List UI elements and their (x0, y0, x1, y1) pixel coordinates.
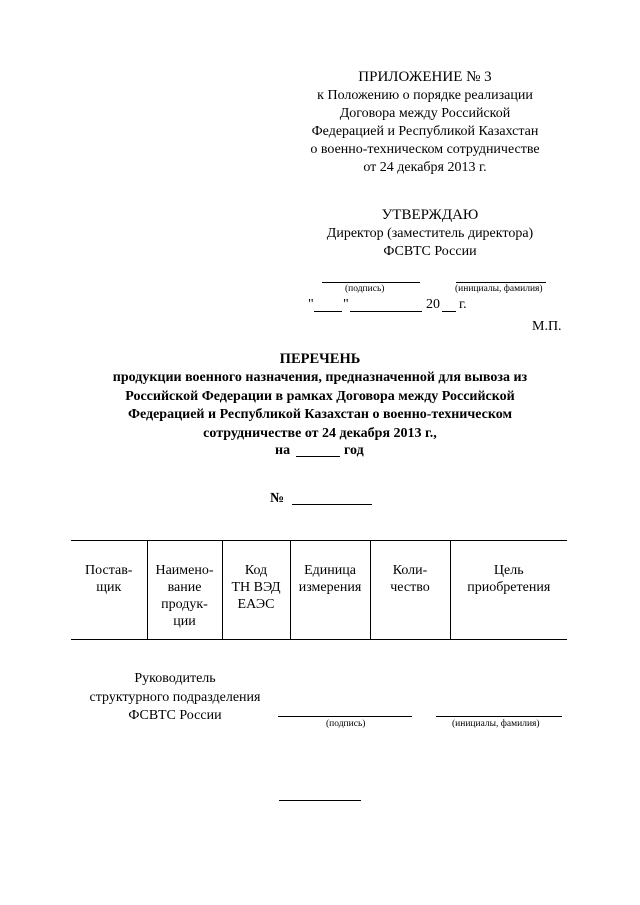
date-year-suffix: г. (459, 297, 467, 312)
number-sign: № (270, 491, 285, 506)
footer-initials-caption: (инициалы, фамилия) (452, 719, 540, 729)
appendix-line: Федерацией и Республикой Казахстан (311, 124, 539, 139)
column-product-name (147, 541, 222, 640)
header-text: ции (173, 614, 196, 629)
date-year-line (442, 311, 456, 312)
number-line (292, 504, 372, 505)
column-tn-ved-code (222, 541, 290, 640)
date-month-line (350, 311, 422, 312)
signature-caption: (подпись) (345, 284, 385, 294)
approval-line: Директор (заместитель директора) (326, 226, 534, 241)
appendix-line: Договора между Российской (339, 106, 511, 121)
column-quantity (370, 541, 450, 640)
header-text: измерения (298, 580, 362, 595)
header-text: Постав- (85, 563, 133, 578)
header-text: вание (167, 580, 202, 595)
bottom-separator-line (279, 800, 361, 801)
list-title: ПЕРЕЧЕНЬ (279, 351, 361, 367)
list-line: продукции военного назначения, предназначенной для вывоза из (112, 370, 528, 385)
date-quote-close: " (343, 297, 349, 312)
approval-block (310, 206, 550, 261)
appendix-line: о военно-техническом сотрудничестве (310, 142, 540, 157)
table-header-row (71, 541, 567, 640)
footer-signature-line (278, 716, 412, 717)
footer-line: Руководитель (134, 671, 216, 686)
column-supplier (71, 541, 147, 640)
year-suffix: год (344, 443, 364, 458)
column-purpose (450, 541, 567, 640)
year-line (296, 456, 340, 457)
column-unit (290, 541, 370, 640)
list-heading (60, 350, 580, 443)
appendix-line: от 24 декабря 2013 г. (363, 160, 487, 175)
footer-line: структурного подразделения (89, 689, 261, 705)
initials-caption: (инициалы, фамилия) (455, 284, 543, 294)
signature-line (322, 282, 420, 283)
header-text: Код (244, 563, 268, 578)
footer-signature-caption: (подпись) (326, 719, 366, 729)
header-text: чество (390, 580, 430, 595)
approval-line: ФСВТС России (383, 244, 477, 259)
date-year-prefix: 20 (426, 297, 440, 312)
header-text: ТН ВЭД (231, 580, 281, 595)
approval-title: УТВЕРЖДАЮ (381, 207, 479, 223)
footer-initials-line (436, 716, 562, 717)
footer-line: ФСВТС России (128, 708, 222, 723)
initials-line (456, 282, 546, 283)
header-text: Цель (493, 563, 524, 578)
list-line: Российской Федерации в рамках Договора между Российской (125, 388, 515, 404)
header-text: продук- (161, 597, 208, 612)
stamp-label: М.П. (532, 319, 562, 334)
appendix-line: к Положению о порядке реализации (317, 88, 533, 103)
header-text: приобретения (467, 580, 551, 595)
header-text: Коли- (392, 563, 428, 578)
appendix-header (300, 68, 550, 177)
appendix-title: ПРИЛОЖЕНИЕ № 3 (358, 69, 492, 85)
header-text: ЕАЭС (237, 597, 275, 612)
products-table (71, 540, 567, 640)
date-quote-open: " (308, 297, 314, 312)
year-prefix: на (275, 443, 291, 458)
footer-block (60, 670, 290, 726)
header-text: Единица (304, 563, 356, 578)
header-text: щик (96, 580, 122, 595)
list-line: сотрудничестве от 24 декабря 2013 г., (203, 425, 437, 441)
header-text: Наимено- (155, 563, 214, 578)
date-day-line (314, 311, 342, 312)
list-line: Федерацией и Республикой Казахстан о военно-техническом (127, 407, 513, 422)
